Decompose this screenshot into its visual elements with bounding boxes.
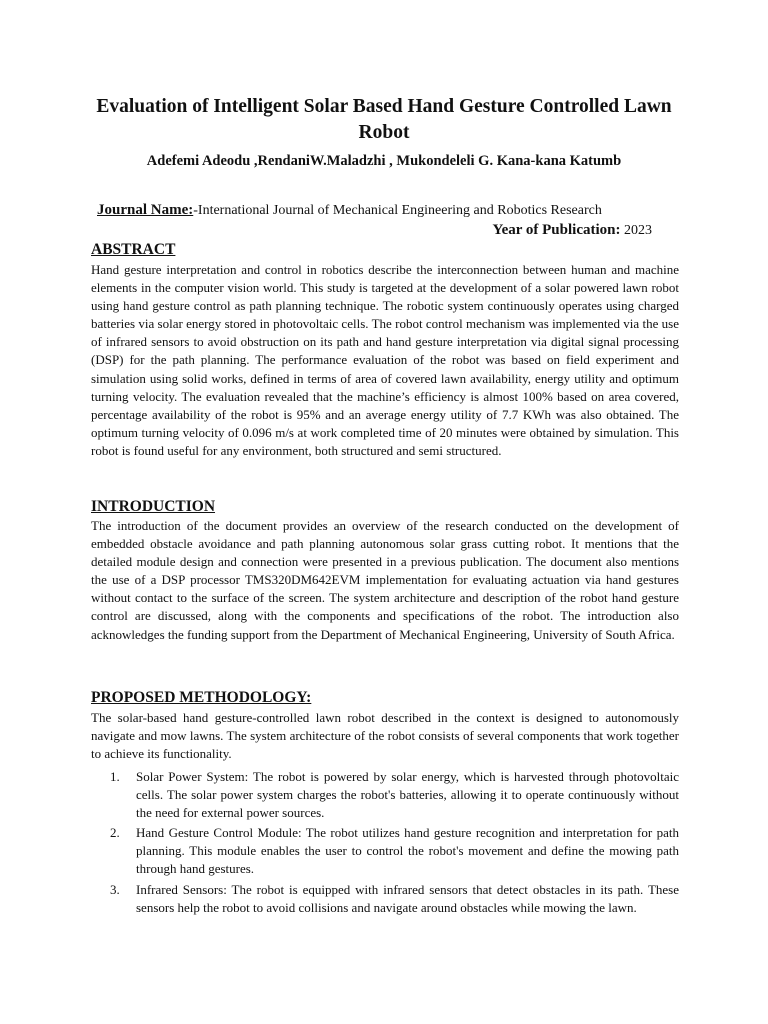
list-item-text: Infrared Sensors: The robot is equipped with infrared sensors that detect obstacles in its path. These sensors help the robot to avoid collisions and navigate around obstacles while mowing the lawn. [136,881,679,915]
introduction-text: The introduction of the document provides an overview of the research conducted on the development of embedded obstacle avoidance and path planning autonomous solar grass cutting robot. It mentions that the detailed module design and connection were presented in a previous publication. The document also mentions the use of a DSP processor TMS320DM642EVM implementation for evaluating actuation via hand gestures without contact to the surface of the screen. The system architecture and description of the robot hand gesture control are discussed, along with the components and specifications of the robot. The introduction also acknowledges the funding support from the Department of Mechanical Engineering, University of South Africa. [91,518,679,642]
year-label: Year of Publication: [492,222,621,238]
methodology-list [110,768,679,917]
list-item-number: 2. [110,825,120,841]
list-item-number: 1. [110,769,120,784]
abstract-heading: ABSTRACT [91,241,176,258]
list-item-text: Hand Gesture Control Module: The robot utilizes hand gesture recognition and interpretation for path planning. This module enables the user to control the robot's movement and define the mowing path through hand gestures. [136,825,679,877]
journal-label: Journal Name: [97,202,194,218]
journal-line [97,200,602,221]
introduction-heading: INTRODUCTION [91,498,216,515]
journal-value: -International Journal of Mechanical Engineering and Robotics Research [193,203,602,218]
abstract-text: Hand gesture interpretation and control in robotics describe the interconnection between human and machine elements in the computer vision world. This study is targeted at the development of a solar powered lawn robot using hand gesture control as path planning technique. The robotic system continuously operates using charged batteries via solar energy stored in photovoltaic cells. The robot control mechanism was implemented via the use of infrared sensors to avoid obstruction on its path and hand gesture interpretation via digital signal processing (DSP) for the path planning. The performance evaluation of the robot was based on field experiment and simulation using solid works, defined in terms of area of covered lawn availability, energy utility and optimum turning velocity. The evaluation revealed that the machine’s efficiency is almost 100% based on area covered, percentage availability of the robot is 95% and an average energy utility of 7.7 KWh was also obtained. The optimum turning velocity of 0.096 m/s at work completed time of 20 minutes were obtained by simulation. This robot is found useful for any environment, both structured and semi structured. [91,262,679,458]
year-value: 2023 [620,223,652,238]
list-item [110,881,679,917]
authors-line: Adefemi Adeodu ,RendaniW.Maladzhi , Mukondeleli G. Kana-kana Katumb [146,153,622,169]
document-title: Evaluation of Intelligent Solar Based Hand Gesture Controlled Lawn Robot [96,96,672,143]
list-item [110,824,679,878]
list-item [110,768,679,822]
methodology-text: The solar-based hand gesture-controlled lawn robot described in the context is designed to autonomously navigate and mow lawns. The system architecture of the robot consists of several components that work together to achieve its functionality. [91,710,679,762]
list-item-number: 3. [110,881,120,897]
year-line [492,220,652,241]
methodology-heading: PROPOSED METHODOLOGY: [91,689,312,706]
list-item-text: Solar Power System: The robot is powered by solar energy, which is harvested through photovoltaic cells. The solar power system charges the robot's batteries, allowing it to operate continuously without the need for external power sources. [136,769,679,821]
